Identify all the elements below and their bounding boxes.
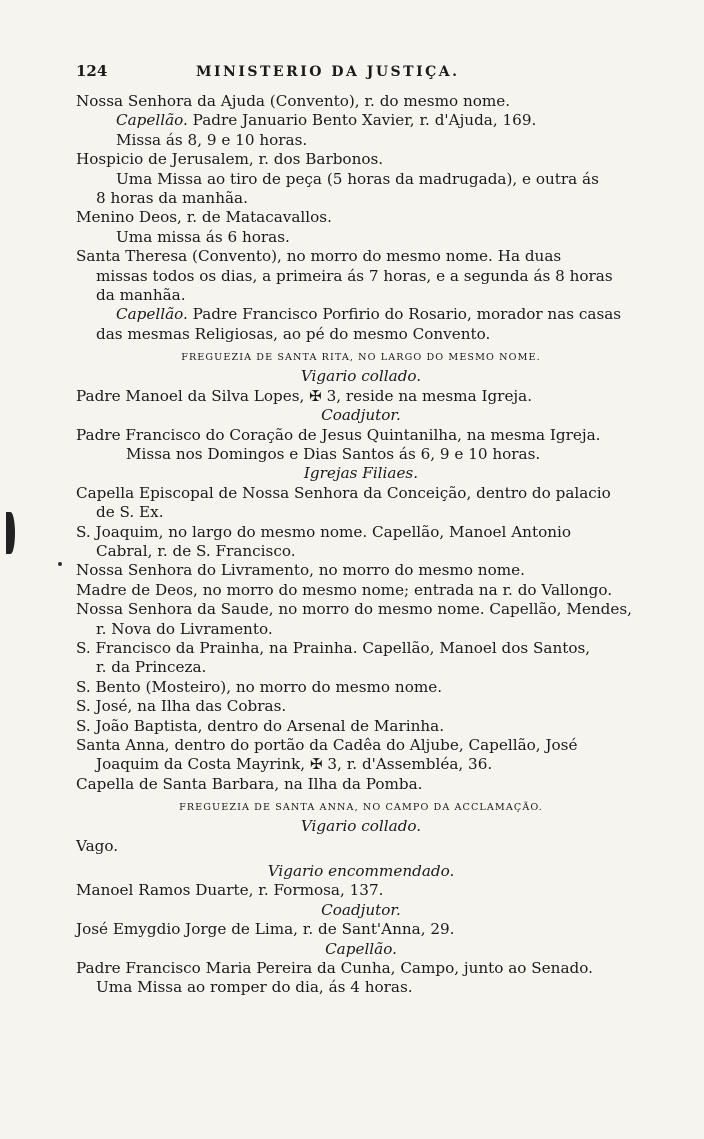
entry-line: S. José, na Ilha das Cobras. [76,697,287,716]
entry-line: missas todos os dias, a primeira ás 7 horas, e a segunda ás 8 horas [96,266,613,285]
entry-line: de S. Ex. [96,503,164,522]
cross-icon: ✠ [309,755,323,774]
entry-line: Cabral, r. de S. Francisco. [96,541,296,560]
entry-line: Nossa Senhora do Livramento, no morro do mesmo nome. [76,561,525,580]
entry-line: Uma Missa ao tiro de peça (5 horas da madrugada), e outra ás [116,169,599,188]
entry-line: Capella de Santa Barbara, na Ilha da Pomba. [76,774,423,793]
ink-blot [6,512,15,554]
entry-line: r. Nova do Livramento. [96,619,273,638]
page-number: 124 [76,62,108,80]
subheading: Vigario encommendado. [267,862,455,881]
page [76,62,646,998]
entry-line: Hospicio de Jerusalem, r. dos Barbonos. [76,150,384,169]
entry-line: S. Francisco da Prainha, na Prainha. Capellão, Manoel dos Santos, [76,638,591,657]
entry-line: r. da Princeza. [96,658,207,677]
entry-line: Manoel Ramos Duarte, r. Formosa, 137. [76,881,384,900]
entry-line: Santa Theresa (Convento), no morro do mesmo nome. Ha duas [76,247,562,266]
subheading: Igrejas Filiaes. [303,464,419,483]
entry-line: Capellão. Padre Francisco Porfirio do Rosario, morador nas casas [116,305,622,324]
running-head-title: MINISTERIO DA JUSTIÇA. [196,64,460,80]
entry-line: 8 horas da manhãa. [96,189,248,208]
ink-speck [58,562,62,566]
entry-line: Capellão. Padre Januario Bento Xavier, r. d'Ajuda, 169. [116,111,537,130]
subheading: Coadjutor. [321,406,401,425]
entry-line: Menino Deos, r. de Matacavallos. [76,208,332,227]
cross-icon: ✠ [309,386,322,405]
entry-line: Joaquim da Costa Mayrink, ✠ 3, r. d'Assembléa, 36. [96,755,493,774]
entry-line: Missa nos Domingos e Dias Santos ás 6, 9 e 10 horas. [126,444,541,463]
entry-line: S. João Baptista, dentro do Arsenal de Marinha. [76,716,445,735]
running-header [76,62,646,92]
entry-line: S. Bento (Mosteiro), no morro do mesmo nome. [76,677,443,696]
entry-line: Madre de Deos, no morro do mesmo nome; entrada na r. do Vallongo. [76,580,613,599]
section-heading: FREGUEZIA DE SANTA RITA, NO LARGO DO MESMO NOME. [181,352,541,364]
entry-line: Santa Anna, dentro do portão da Cadêa do Aljube, Capellão, José [76,736,578,754]
entry-line: Uma Missa ao romper do dia, ás 4 horas. [96,978,413,997]
entry-line: Padre Francisco Maria Pereira da Cunha, Campo, junto ao Senado. [76,959,593,978]
entry-line: José Emygdio Jorge de Lima, r. de Sant'Anna, 29. [76,920,455,939]
entry-line: das mesmas Religiosas, ao pé do mesmo Convento. [96,324,491,343]
entry-line: Uma missa ás 6 horas. [116,227,290,246]
entry-line: Padre Manoel da Silva Lopes, ✠ 3, reside na mesma Igreja. [76,386,533,405]
entry-line: Nossa Senhora da Saude, no morro do mesmo nome. Capellão, Mendes, [76,600,632,619]
entry-line: Capella Episcopal de Nossa Senhora da Conceição, dentro do palacio [76,483,611,502]
subheading: Capellão. [325,939,397,958]
section-heading: FREGUEZIA DE SANTA ANNA, NO CAMPO DA ACCLAMAÇÃO. [179,802,543,814]
entry-line: S. Joaquim, no largo do mesmo nome. Capellão, Manoel Antonio [76,522,571,541]
entry-line: da manhãa. [96,286,186,305]
subheading: Vigario collado. [300,817,422,836]
entry-line: Vago. [76,836,119,855]
subheading: Vigario collado. [300,367,422,386]
subheading: Coadjutor. [321,900,401,919]
entry-line: Missa ás 8, 9 e 10 horas. [116,130,308,149]
entry-line: Nossa Senhora da Ajuda (Convento), r. do mesmo nome. [76,92,511,110]
entry-line: Padre Francisco do Coração de Jesus Quintanilha, na mesma Igreja. [76,425,601,444]
